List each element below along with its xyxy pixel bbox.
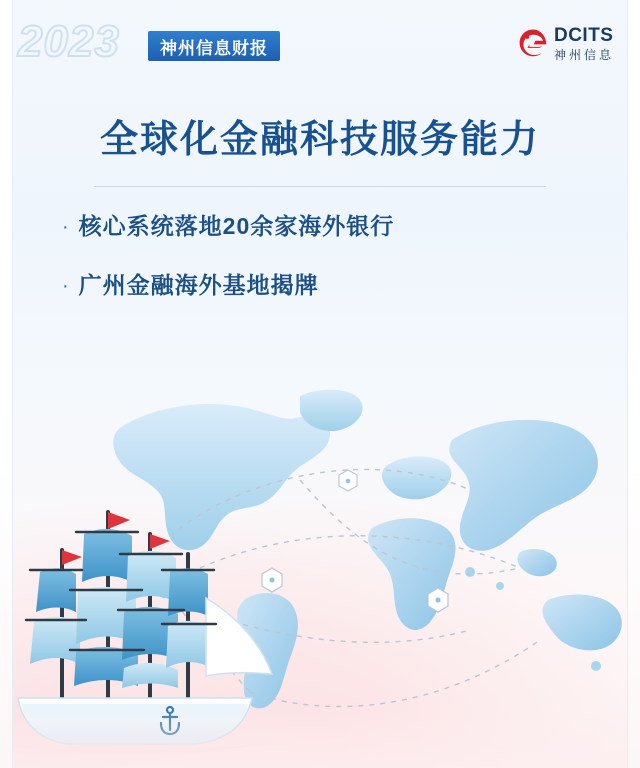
list-item xyxy=(62,267,394,300)
bullet-marker-icon: · xyxy=(62,216,69,238)
report-tag xyxy=(148,31,280,61)
illustration-layer xyxy=(0,300,640,768)
list-item-label: 核心系统落地20余家海外银行 xyxy=(78,213,395,239)
poster-header xyxy=(0,0,640,86)
list-item-label: 广州金融海外基地揭牌 xyxy=(78,272,319,298)
brand-logo-text xyxy=(554,26,614,61)
title-block xyxy=(0,118,640,187)
right-rail-divider xyxy=(627,0,628,768)
brand-logo xyxy=(518,26,614,61)
bullet-list xyxy=(62,208,394,326)
title-divider xyxy=(94,186,546,187)
bullet-marker-icon: · xyxy=(62,275,69,297)
year-outline-text: 2023 xyxy=(18,17,120,66)
brand-logo-cn: 神州信息 xyxy=(553,48,614,62)
right-rail xyxy=(628,0,640,768)
report-tag-label: 神州信息财报 xyxy=(160,38,268,58)
brand-logo-en: DCITS xyxy=(553,25,614,46)
dcits-swirl-logo-icon xyxy=(518,28,548,58)
left-rail-divider xyxy=(12,0,13,768)
left-rail xyxy=(0,0,12,768)
page-title: 全球化金融科技服务能力 xyxy=(99,119,540,161)
list-item xyxy=(62,208,394,241)
bottom-gradient xyxy=(0,708,640,768)
